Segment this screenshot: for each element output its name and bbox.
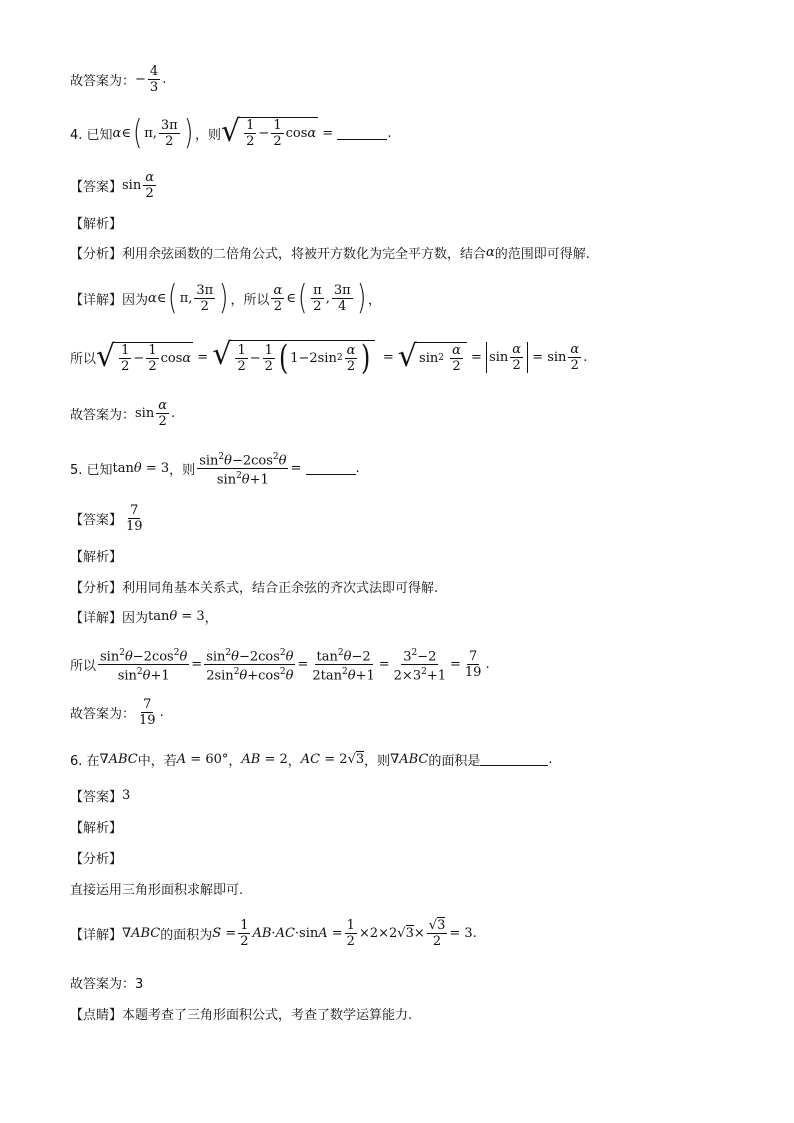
q4-final: 故答案为： sin $\frac{\alpha}{2}$ . <box>70 398 176 429</box>
prev-answer-line: 故答案为： − $\frac{4}{3}$ . <box>70 64 167 95</box>
prev-answer-label: 故答案为： <box>70 74 136 89</box>
q6-analysis: 直接运用三角形面积求解即可. <box>70 883 244 898</box>
q4-derivation: 所以 √ $\frac{1}{2}$ − $\frac{1}{2}$ cos α = √ $\frac{1}{2}$ − $\frac{1}{2}$ ( 1−2sin 2 $\frac{\alpha}{2}$ ) = √ sin 2 $\frac{\alpha}{2}$ = sin $\frac{\alpha}{2}$ = sin $\frac{\alpha}{2}$ . <box>70 337 588 378</box>
q4-detail: 【详解】因为 α ∈ ( π, $\frac{3\pi}{2}$ ) ，所以 $\frac{\alpha}{2}$ ∈ ( $\frac{\pi}{2}$ , $\frac{3\pi}{4}$ ) ， <box>70 278 381 318</box>
q5-answer: 【答案】 $\frac{7}{19}$ <box>70 503 143 534</box>
q5-blank <box>306 462 356 475</box>
q6-dianjing: 【点睛】本题考查了三角形面积公式，考查了数学运算能力. <box>70 1008 413 1023</box>
q4-blank <box>337 127 387 140</box>
q5-derivation: 所以 $\frac{\sin^2\theta-2\cos^2\theta}{\sin^2\theta+1}$ = $\frac{\sin^2\theta-2\cos^2\theta}{2\sin^2\theta+\cos^2\theta}$ = $\frac{\tan^2\theta-2}{2\tan^2\theta+1}$ = $\frac{3^2-2}{2\times 3^2+1}$ = $\frac{7}{19}$ . <box>70 648 490 684</box>
q4-line: 4. 已知 α ∈ ( π, $\frac{3\pi}{2}$ ) ，则 √ $\frac{1}{2}$ − $\frac{1}{2}$ cos α = . <box>70 113 392 153</box>
q6-detail: 【详解】 ∇ABC 的面积为 S = $\frac{1}{2}$ AB·AC·sinA = $\frac{1}{2}$ ×2×2√3× $\frac{√3}{2}$ = 3. <box>70 918 477 949</box>
q4-jiexi: 【解析】 <box>70 217 123 232</box>
q6-line: 6. 在 ∇ABC 中，若 A = 60° ， AB = 2 ， AC = 2√3 ，则 ∇ABC 的面积是 . <box>70 752 553 769</box>
q6-final: 故答案为：3 <box>70 977 144 992</box>
q6-fenxi: 【分析】 <box>70 852 123 867</box>
q5-final: 故答案为： $\frac{7}{19}$ . <box>70 697 164 728</box>
q6-answer: 【答案】 3 <box>70 788 131 805</box>
q4-analysis: 【分析】利用余弦函数的二倍角公式，将被开方数化为完全平方数，结合 α 的范围即可得解. <box>70 245 590 262</box>
q5-jiexi: 【解析】 <box>70 550 123 565</box>
q6-jiexi: 【解析】 <box>70 821 123 836</box>
q4-answer: 【答案】 sin $\frac{\alpha}{2}$ <box>70 170 154 201</box>
frac-minus-4-3: $\frac{4}{3}$ <box>149 64 159 95</box>
q5-detail: 【详解】因为 tanθ = 3 ， <box>70 609 218 626</box>
q5-line: 5. 已知 tanθ = 3 ，则 $\frac{\sin^2\theta-2\cos^2\theta}{\sin^2\theta+1}$ = . <box>70 452 360 488</box>
q5-analysis: 【分析】利用同角基本关系式，结合正余弦的齐次式法即可得解. <box>70 581 439 596</box>
q6-blank <box>480 753 548 766</box>
